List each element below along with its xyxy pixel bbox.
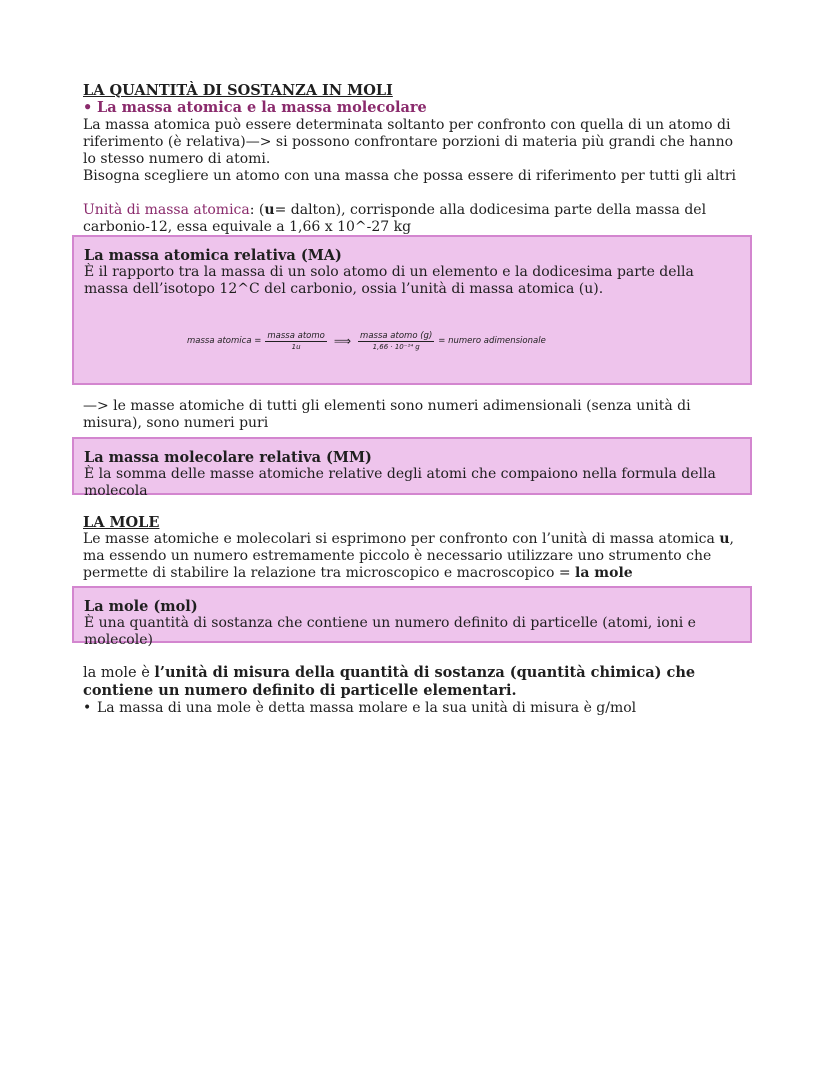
note-adimensionali: —> le masse atomiche di tutti gli elementi sono numeri adimensionali (senza unità di misura), sono numeri puri xyxy=(83,398,691,431)
box-massa-atomica-relativa xyxy=(72,235,752,385)
section-quantita xyxy=(83,82,748,236)
paragraph-mole: Le masse atomiche e molecolari si esprimono per confronto con l’unità di massa atomica u, ma essendo un numero estremamente piccolo è necessario utilizzare uno strumento che permette di stabilire la relazione tra microscopico e macroscopico = la mole xyxy=(83,531,734,581)
amu-label: Unità di massa atomica xyxy=(83,202,250,218)
subheading-massa-atomica xyxy=(83,99,748,116)
bullet-massa-molare: • La massa di una mole è detta massa molare e la sua unità di misura è g/mol xyxy=(83,700,637,716)
box-title-ma: La massa atomica relativa (MA) xyxy=(84,247,342,264)
formula-fraction-1: $\frac{\text{massa atomo}}{1u}$ xyxy=(267,331,325,351)
box-text-mol: È una quantità di sostanza che contiene un numero definito di particelle (atomi, ioni e molecole) xyxy=(84,615,696,648)
box-text-mm: È la somma delle masse atomiche relative degli atomi che compaiono nella formula della molecola xyxy=(84,466,716,499)
definition-mole: la mole è l’unità di misura della quantità di sostanza (quantità chimica) che contiene un numero definito di particelle elementari. xyxy=(83,664,696,699)
box-text-ma: È il rapporto tra la massa di un solo atomo di un elemento e la dodicesima parte della massa dell’isotopo 12^C del carbonio, ossia l’unità di massa atomica (u). xyxy=(84,264,694,297)
box-title-mol: La mole (mol) xyxy=(84,598,198,615)
section-conclusione xyxy=(83,664,748,717)
amu-symbol: u xyxy=(264,202,275,218)
box-title-mm: La massa molecolare relativa (MM) xyxy=(84,449,372,466)
section-mole xyxy=(83,514,748,582)
bullet-icon: • xyxy=(83,99,93,116)
section-title-quantita: LA QUANTITÀ DI SOSTANZA IN MOLI xyxy=(83,82,393,99)
section-title-mole: LA MOLE xyxy=(83,514,160,531)
implies-arrow-icon: ⟹ xyxy=(333,334,352,348)
subheading-text: La massa atomica e la massa molecolare xyxy=(97,99,427,116)
box-massa-molecolare-relativa xyxy=(72,437,752,499)
paragraph-massa-atomica: La massa atomica può essere determinata soltanto per confronto con quella di un atomo di riferimento (è relativa)—> si possono confrontare porzioni di materia più grandi che hanno lo stesso numero di atomi. xyxy=(83,117,734,167)
formula-fraction-2: $\frac{\text{massa atomo (g)}}{\text{1,66 · 10⁻²⁴ g}}$ xyxy=(360,331,433,351)
paragraph-riferimento: Bisogna scegliere un atomo con una massa che possa essere di riferimento per tutti gli altri xyxy=(83,168,736,184)
paragraph-unita-massa: Unità di massa atomica: (u= dalton), corrisponde alla dodicesima parte della massa del carbonio-12, essa equivale a 1,66 x 10^-27 kg xyxy=(83,202,707,235)
box-mole-definizione xyxy=(72,586,752,648)
bullet-icon: • xyxy=(83,700,92,716)
formula-massa-atomica: massa atomica = $\frac{\text{massa atomo}}{1u}$ ⟹ $\frac{\text{massa atomo (g)}}{\text{1,66 · 10⁻²⁴ g}}$ = numero adimensionale xyxy=(187,331,546,351)
